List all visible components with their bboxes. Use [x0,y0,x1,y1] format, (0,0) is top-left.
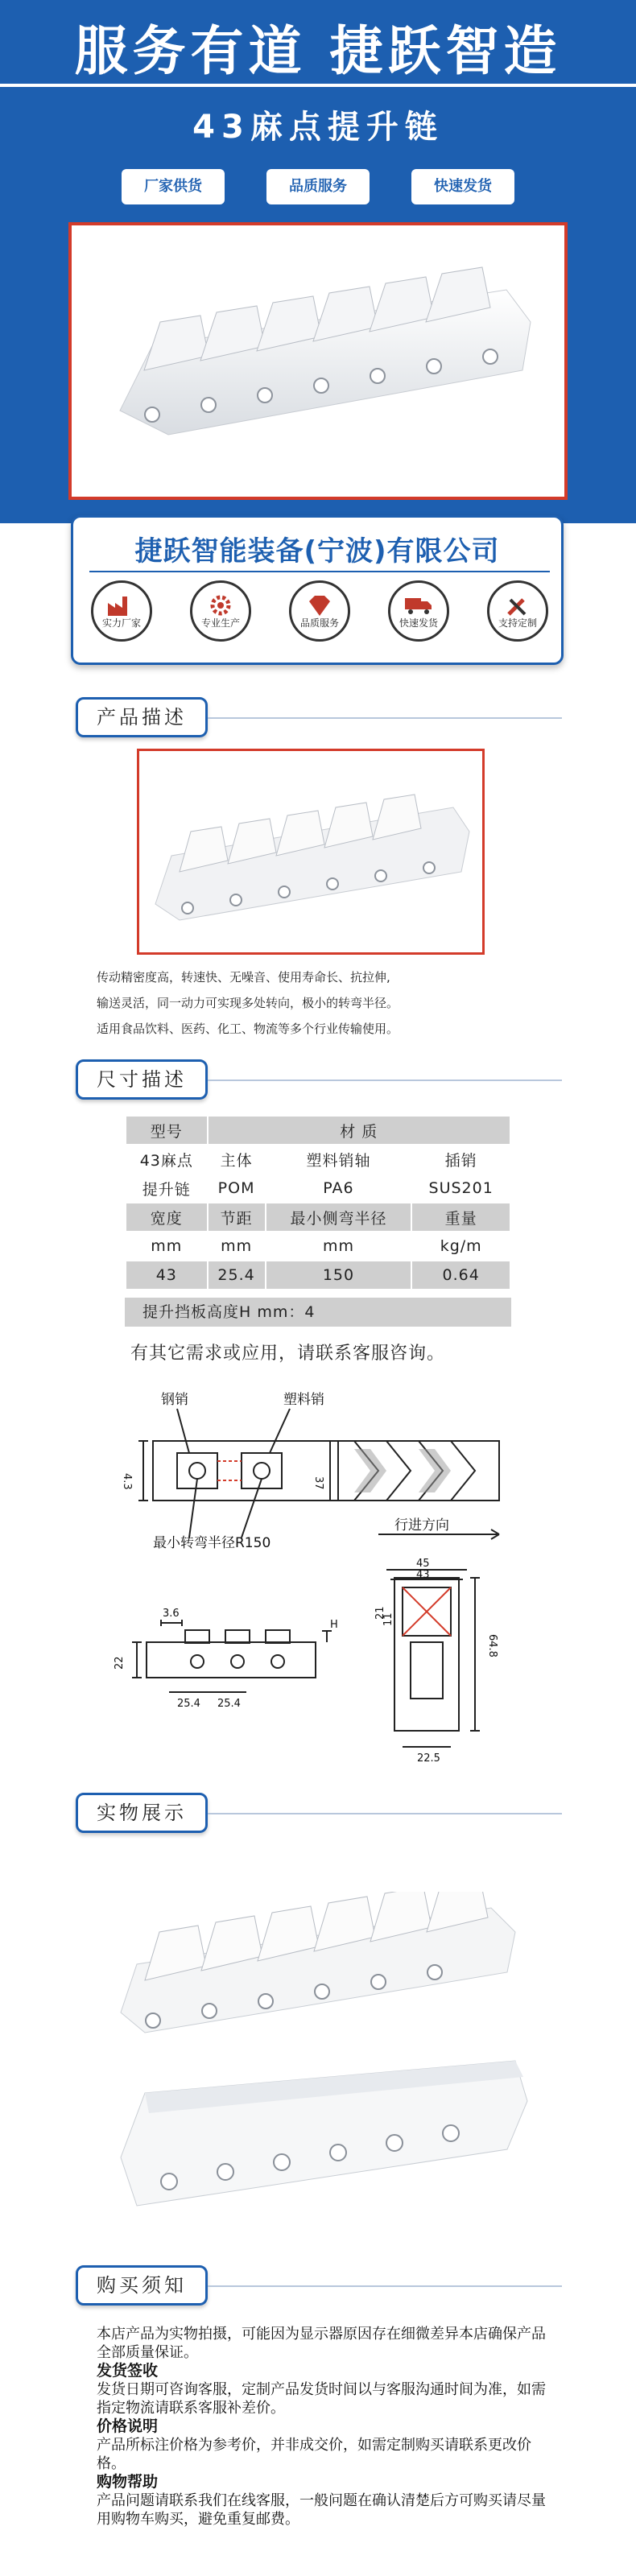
gear-icon [205,593,236,617]
tag-shipping: 快速发货 [411,169,514,204]
truck-icon [403,593,434,617]
tools-icon [502,593,533,617]
spec-cell: 150 [266,1261,412,1290]
spec-cell: 0.64 [411,1261,510,1290]
spec-cell: 25.4 [208,1261,266,1290]
section-tab-size: 尺寸描述 [76,1059,208,1100]
dim-22: 22 [114,1656,126,1670]
hero-divider [0,84,636,87]
label-steel-pin: 钢销 [161,1392,188,1408]
note-paragraph: 本店产品为实物拍摄，可能因为显示器原因存在细微差异本店确保产品全部质量保证。 [97,2326,546,2361]
product-title: 43麻点提升链 [192,109,444,146]
spec-flight-height: 提升挡板高度H mm：4 [125,1298,511,1327]
spec-cell: PA6 [266,1174,412,1203]
chain-image [72,225,564,497]
dim-45: 45 [416,1558,430,1570]
dim-25-4-b: 25.4 [217,1698,241,1710]
feature-factory: 实力厂家 [89,580,154,642]
dim-25-4-a: 25.4 [177,1698,200,1710]
spec-cell: 43 [126,1261,208,1290]
spec-model-name-2: 提升链 [126,1174,208,1203]
real-photo-top [113,1892,523,2037]
dim-21: 21 [374,1606,386,1620]
factory-icon [106,593,137,617]
spec-model-name: 43麻点 [126,1145,208,1174]
spec-cell: 最小侧弯半径 [266,1203,412,1232]
spec-cell: 重量 [411,1203,510,1232]
diamond-icon [304,593,335,617]
feature-production: 专业生产 [188,580,253,642]
spec-cell: SUS201 [411,1174,510,1203]
purchase-notes [97,2325,547,2529]
spec-cell: mm [266,1232,412,1261]
feature-custom: 支持定制 [485,580,550,642]
note-heading: 购物帮助 [97,2473,159,2491]
section-tab-description: 产品描述 [76,697,208,737]
spec-head-model: 型号 [126,1116,208,1145]
section-rule [208,1080,562,1081]
label-direction: 行进方向 [394,1517,449,1534]
real-photo-bottom [113,2045,531,2214]
hero-banner [0,0,636,523]
dim-64-8: 64.8 [486,1634,498,1657]
dim-11: 11 [382,1612,394,1626]
company-divider [89,571,550,572]
feature-quality: 品质服务 [287,580,352,642]
note-heading: 发货签收 [97,2362,159,2380]
label-min-radius: 最小转弯半径R150 [153,1535,271,1551]
dim-H: H [330,1619,338,1631]
section-rule [208,1813,562,1814]
spec-head-material: 材 质 [208,1116,510,1145]
spec-cell: mm [126,1232,208,1261]
chain-image [139,751,482,952]
feature-list [89,580,550,642]
spec-cell: 节距 [208,1203,266,1232]
company-card [71,515,564,665]
section-rule [208,717,562,719]
dim-43b: 43 [416,1569,430,1581]
spec-cell: 塑料销轴 [266,1145,412,1174]
feature-shipping: 快速发货 [386,580,451,642]
section-tab-real: 实物展示 [76,1793,208,1833]
spec-cell: 插销 [411,1145,510,1174]
dim-3-6: 3.6 [163,1608,180,1620]
dim-22-5: 22.5 [417,1752,440,1765]
note-paragraph: 产品问题请联系我们在线客服，一般问题在确认清楚后方可购买请尽量用购物车购买，避免重复邮费。 [97,2492,546,2528]
dim-37: 37 [312,1476,324,1490]
note-heading: 价格说明 [97,2417,159,2435]
label-plastic-pin: 塑料销 [283,1392,324,1408]
description-product-image [137,749,485,955]
description-line: 输送灵活，同一动力可实现多处转向，极小的转弯半径。 [97,996,399,1010]
hero-slogan: 服务有道 捷跃智造 [74,20,562,82]
note-paragraph: 产品所标注价格为参考价，并非成交价，如需定制购买请联系更改价格。 [97,2437,531,2472]
section-tab-notes: 购买须知 [76,2265,208,2306]
hero-tags [0,169,636,204]
spec-cell: 主体 [208,1145,266,1174]
tag-quality: 品质服务 [266,169,370,204]
section-rule [208,2285,562,2287]
technical-drawing [97,1377,547,1795]
spec-cell: POM [208,1174,266,1203]
hero-product-image [68,222,568,500]
note-paragraph: 发货日期可咨询客服，定制产品发货时间以与客服沟通时间为准，如需指定物流请联系客服补差价。 [97,2381,546,2417]
description-line: 适用食品饮料、医药、化工、物流等多个行业传输使用。 [97,1022,399,1036]
spec-cell: 宽度 [126,1203,208,1232]
product-description [97,964,547,1042]
spec-table [125,1115,511,1290]
spec-cell: mm [208,1232,266,1261]
contact-note: 有其它需求或应用，请联系客服咨询。 [130,1344,446,1364]
description-line: 传动精密度高，转速快、无噪音、使用寿命长、抗拉伸, [97,970,390,985]
spec-cell: kg/m [411,1232,510,1261]
tag-factory: 厂家供货 [122,169,225,204]
dim-43: 4.3 [121,1473,133,1490]
company-name: 捷跃智能装备(宁波)有限公司 [134,535,500,568]
